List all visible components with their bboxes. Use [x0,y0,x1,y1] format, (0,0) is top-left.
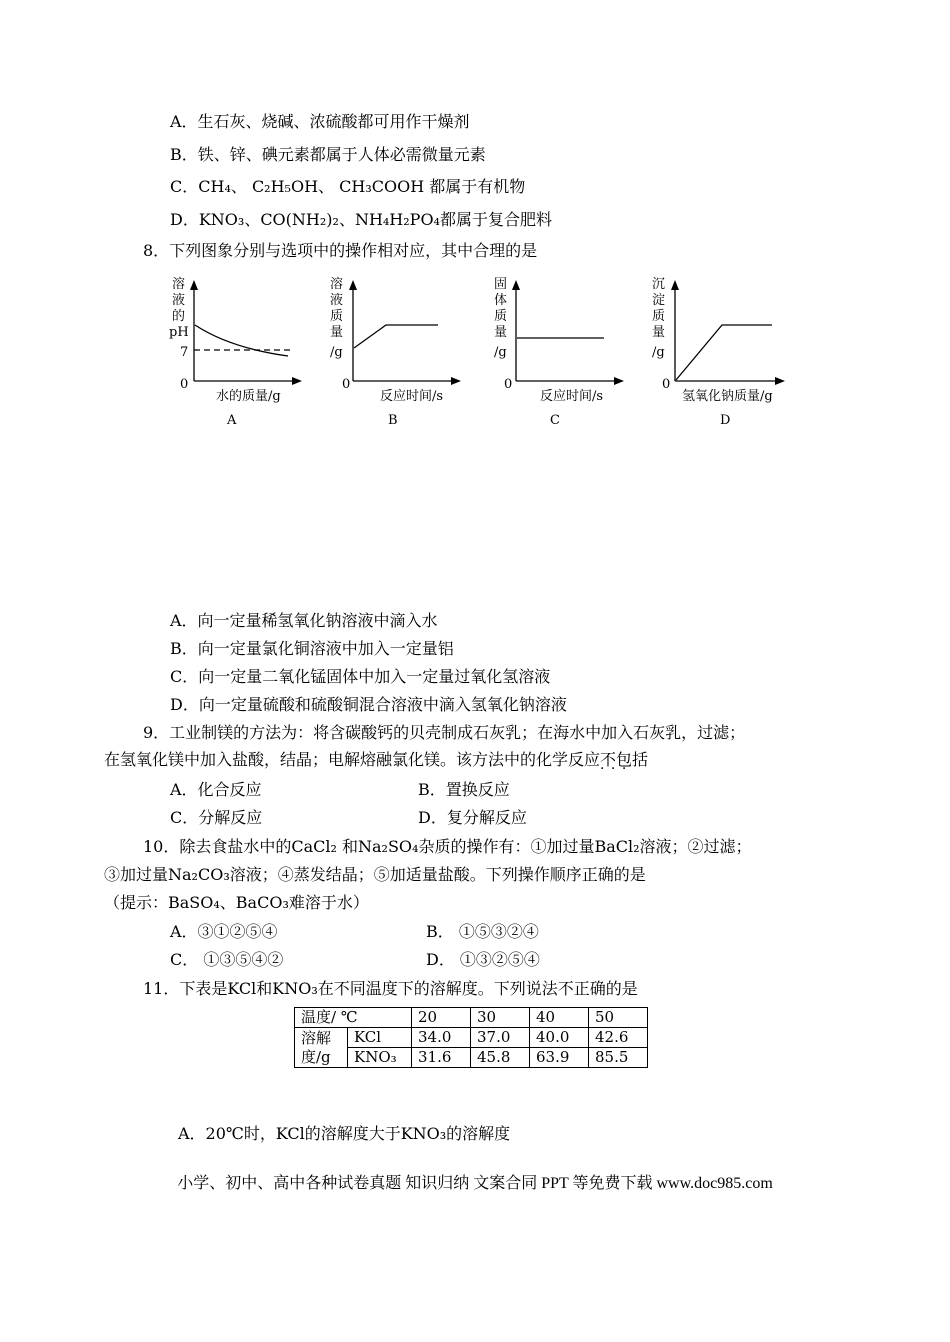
q9-emphasis: 不包括 · · · [600,750,648,769]
graph-b-ylabel-0: 溶 [330,277,344,292]
graph-c-ylabel-3: 量 [494,325,508,340]
q10-option-a: A．③①②⑤④ [170,922,278,941]
graph-d-ylabel-2: 质 [652,309,666,324]
solubility-table [294,1007,648,1068]
q9-stem-line2-text: 在氢氧化镁中加入盐酸，结晶；电解熔融氯化镁。该方法中的化学反应 [104,750,601,769]
table-cell: 63.9 [530,1048,589,1068]
graph-a-mark-7: 7 [180,345,189,360]
page-footer: 小学、初中、高中各种试卷真题 知识归纳 文案合同 PPT 等免费下载 www.doc985.com [177,1175,773,1192]
graph-a-ylabel-3: pH [169,325,189,340]
graph-c-ylabel-4: /g [494,345,507,360]
table-cell: 34.0 [412,1028,471,1048]
graph-a-origin: 0 [180,377,189,392]
table-rowlabel-line2: 度/g [301,1047,331,1066]
graph-b-ylabel-1: 液 [330,293,344,308]
graph-b-xlabel: 反应时间/s [380,389,444,404]
graph-d [640,272,810,432]
q8-option-b: B．向一定量氯化铜溶液中加入一定量铝 [170,639,454,658]
table-row [295,1048,648,1068]
q9-stem-line2 [104,750,648,770]
graph-a-ylabel-0: 溶 [172,277,186,292]
graph-b-origin: 0 [342,377,351,392]
table-cell: 31.6 [412,1048,471,1068]
table-cell-name: KNO₃ [348,1048,412,1068]
table-row [295,1008,648,1028]
q8-option-c: C．向一定量二氧化锰固体中加入一定量过氧化氢溶液 [170,667,551,686]
q10-option-c: C． ①③⑤④② [170,950,284,969]
table-row [295,1028,648,1048]
table-temp: 30 [471,1008,530,1028]
table-cell-name: KCl [348,1028,412,1048]
q7-option-b: B．铁、锌、碘元素都属于人体必需微量元素 [170,145,486,164]
table-cell: 42.6 [589,1028,648,1048]
table-rowlabel-line1: 溶解 [301,1028,332,1047]
graph-a-letter: A [227,413,237,428]
graph-a-ylabel-2: 的 [172,309,186,324]
graph-d-letter: D [720,413,731,428]
table-cell: 37.0 [471,1028,530,1048]
table-cell: 85.5 [589,1048,648,1068]
graph-d-origin: 0 [662,377,671,392]
q10-option-d: D． ①③②⑤④ [426,950,540,969]
graph-c-ylabel-1: 体 [494,293,508,308]
q11-stem: 11．下表是KCl和KNO₃在不同温度下的溶解度。下列说法不正确的是 [143,979,638,998]
q7-option-d: D．KNO₃、CO(NH₂)₂、NH₄H₂PO₄都属于复合肥料 [170,210,552,229]
graph-d-ylabel-1: 淀 [652,293,666,308]
q9-option-d: D．复分解反应 [418,808,527,827]
table-temp: 20 [412,1008,471,1028]
q9-option-a: A．化合反应 [170,780,262,799]
q8-option-a: A．向一定量稀氢氧化钠溶液中滴入水 [170,611,438,630]
table-rowlabel [295,1028,348,1068]
graph-d-xlabel: 氢氧化钠质量/g [682,389,773,404]
graph-b-letter: B [388,413,398,428]
q8-option-d: D．向一定量硫酸和硫酸铜混合溶液中滴入氢氧化钠溶液 [170,695,567,714]
graph-a [160,272,310,432]
q9-option-c: C．分解反应 [170,808,263,827]
graph-c-origin: 0 [504,377,513,392]
graph-c-letter: C [550,413,560,428]
table-head-label: 温度/ ℃ [295,1008,412,1028]
table-cell: 40.0 [530,1028,589,1048]
graph-c-xlabel: 反应时间/s [540,389,604,404]
q10-option-b: B． ①⑤③②④ [426,922,539,941]
graph-d-ylabel-3: 量 [652,325,666,340]
graph-b-ylabel-3: 量 [330,325,344,340]
q7-option-c: C．CH₄、 C₂H₅OH、 CH₃COOH 都属于有机物 [170,177,526,196]
graph-b [320,272,470,432]
graph-b-ylabel-2: 质 [330,309,344,324]
q8-stem: 8．下列图象分别与选项中的操作相对应，其中合理的是 [143,241,538,260]
graph-d-ylabel-4: /g [652,345,665,360]
table-temp: 40 [530,1008,589,1028]
graph-c-ylabel-0: 固 [494,277,508,292]
graph-c-ylabel-2: 质 [494,309,508,324]
q9-stem-line1: 9．工业制镁的方法为：将含碳酸钙的贝壳制成石灰乳；在海水中加入石灰乳，过滤； [143,723,746,742]
q9-option-b: B．置换反应 [418,780,510,799]
q10-stem-line2: ③加过量Na₂CO₃溶液；④蒸发结晶；⑤加适量盐酸。下列操作顺序正确的是 [104,865,646,884]
q7-option-a: A．生石灰、烧碱、浓硫酸都可用作干燥剂 [170,112,470,131]
graph-d-ylabel-0: 沉 [652,277,666,292]
graph-a-ylabel-1: 液 [172,293,186,308]
q10-hint: （提示：BaSO₄、BaCO₃难溶于水） [104,893,369,912]
q10-stem-line1: 10．除去食盐水中的CaCl₂ 和Na₂SO₄杂质的操作有：①加过量BaCl₂溶液；②过滤； [143,837,752,856]
graph-c [482,272,632,432]
table-cell: 45.8 [471,1048,530,1068]
graph-b-ylabel-4: /g [330,345,343,360]
table-temp: 50 [589,1008,648,1028]
graph-a-xlabel: 水的质量/g [216,389,281,404]
q11-option-a: A．20℃时，KCl的溶解度大于KNO₃的溶解度 [178,1124,511,1143]
